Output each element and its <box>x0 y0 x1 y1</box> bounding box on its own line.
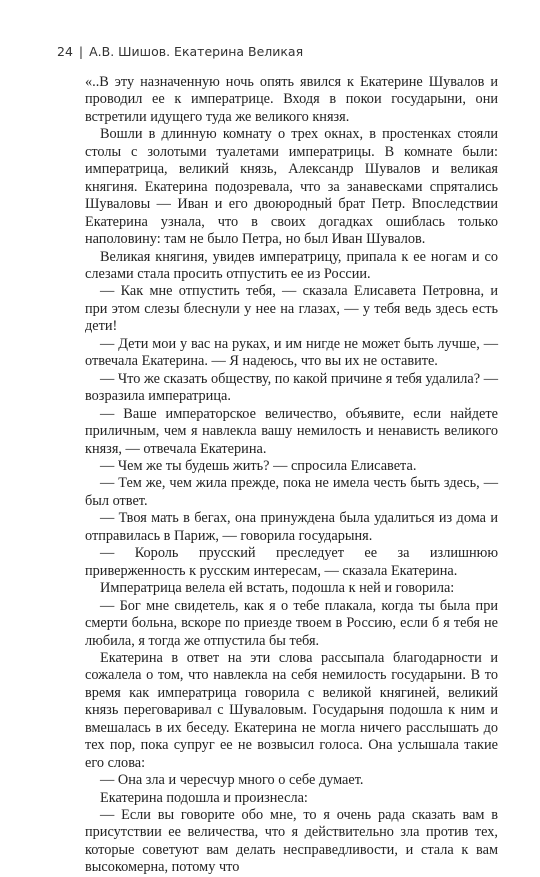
paragraph: — Тем же, чем жила прежде, пока не имела честь быть здесь, — был ответ. <box>85 475 498 509</box>
running-header <box>57 44 303 59</box>
paragraph: Вошли в длинную комнату о трех окнах, в простенках стояли столы с золотыми туалетами императрицы. В комнате были: императрица, великий князь, Александр Шувалов и великая княгиня. Екатерина подозревала, что за занавесками спрятались Шуваловы — Иван и его двоюродный брат Петр. Впоследствии Екатерина узнала, что в своих догадках ошиблась только наполовину: там не было Петра, но был Иван Шувалов. <box>85 126 498 248</box>
body-text <box>85 74 498 877</box>
paragraph: — Если вы говорите обо мне, то я очень рада сказать вам в присутствии ее величества, что я действительно зла против тех, которые советуют вам делать несправедливости, и стала к вам высокомерна, потому что <box>85 807 498 876</box>
paragraph: Императрица велела ей встать, подошла к ней и говорила: <box>100 580 455 597</box>
page-number: 24 <box>57 44 73 59</box>
header-separator: | <box>78 44 84 59</box>
paragraph: — Чем же ты будешь жить? — спросила Елисавета. <box>100 457 417 474</box>
paragraph: Великая княгиня, увидев императрицу, припала к ее ногам и со слезами стала просить отпустить ее из России. <box>85 248 498 282</box>
paragraph: — Она зла и чересчур много о себе думает. <box>100 772 364 789</box>
running-title: А.В. Шишов. Екатерина Великая <box>89 44 304 59</box>
paragraph: — Что же сказать обществу, по какой причине я тебя удалила? — возразила императрица. <box>85 370 498 405</box>
paragraph: — Бог мне свидетель, как я о тебе плакала, когда ты была при смерти больна, вскоре по приезде твоем в Россию, если б я тебя не любила, я тогда же отпустила бы тебя. <box>85 597 498 649</box>
paragraph: — Дети мои у вас на руках, и им нигде не может быть лучше, — отвечала Екатерина. — Я надеюсь, что вы их не оставите. <box>85 335 498 370</box>
paragraph: — Король прусский преследует ее за излишнюю приверженность к русским интересам, — сказала Екатерина. <box>85 545 498 579</box>
paragraph: — Твоя мать в бегах, она принуждена была удалиться из дома и отправилась в Париж, — говорила государыня. <box>85 510 498 544</box>
paragraph: — Ваше императорское величество, объявите, если найдете приличным, чем я навлекла вашу немилость и ненависть великого князя, — отвечала Екатерина. <box>85 405 498 457</box>
paragraph: — Как мне отпустить тебя, — сказала Елисавета Петровна, и при этом слезы блеснули у нее на глазах, — у тебя ведь здесь есть дети! <box>85 283 498 335</box>
paragraph: «..В эту назначенную ночь опять явился к Екатерине Шувалов и проводил ее к императрице. Входя в покои государыни, они встретили идущего туда же великого князя. <box>85 74 498 125</box>
paragraph: Екатерина подошла и произнесла: <box>100 789 308 806</box>
paragraph: Екатерина в ответ на эти слова рассыпала благодарности и сожалела о том, что навлекла на себя немилость государыни. В то время как императрица говорила с великой княгиней, великий князь переговаривал с Шуваловым. Государыня подошла к ним и вмешалась в их беседу. Екатерина не могла ничего расслышать до тех пор, пока супруг ее не возвысил голоса. Она услышала такие его слова: <box>85 649 498 771</box>
